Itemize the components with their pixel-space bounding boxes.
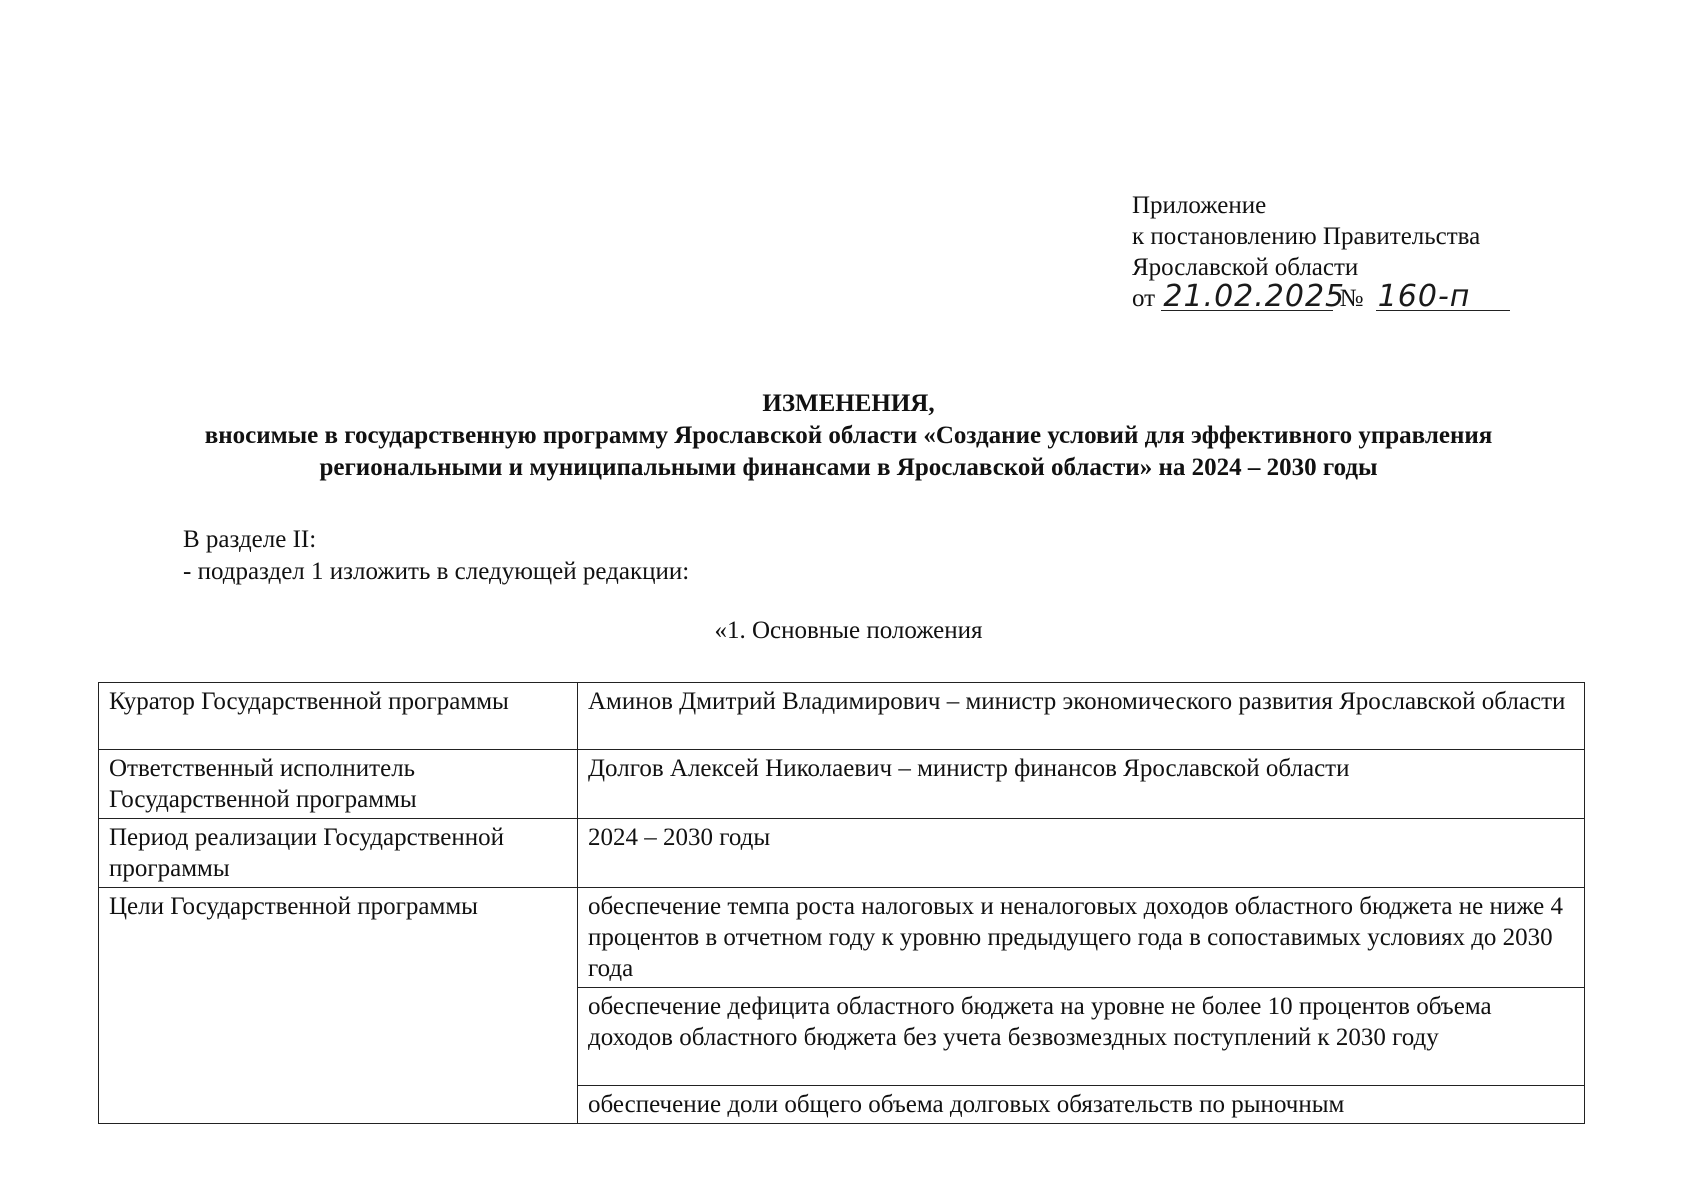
title-heading: ИЗМЕНЕНИЯ, (762, 390, 935, 417)
goal-item: обеспечение дефицита областного бюджета на уровне не более 10 процентов объема доходов областного бюджета без учета безвозмездных поступлений к 2030 году (578, 988, 1585, 1086)
handwritten-date: 21.02.2025 (1163, 279, 1346, 314)
goal-item: обеспечение доли общего объема долговых обязательств по рыночным (578, 1086, 1585, 1124)
handwritten-number: 160-п (1376, 284, 1510, 311)
number-label: № (1339, 285, 1364, 312)
intro-line-2: - подраздел 1 изложить в следующей редакции: (183, 558, 690, 585)
intro-text (183, 524, 689, 588)
appendix-block (1132, 190, 1510, 314)
appendix-line-3: Ярославской области (1132, 254, 1359, 281)
title-line-2: вносимые в государственную программу Ярославской области «Создание условий для эффективного управления (204, 422, 1493, 449)
appendix-line-2: к постановлению Правительства (1132, 223, 1481, 250)
table-row (99, 750, 1585, 819)
main-provisions-table (98, 682, 1585, 1124)
table-row (99, 888, 1585, 988)
goals-label: Цели Государственной программы (99, 888, 578, 1124)
table-row (99, 819, 1585, 888)
row-label: Куратор Государственной программы (99, 683, 578, 750)
row-label: Ответственный исполнитель Государственной программы (99, 750, 578, 819)
section-heading: «1. Основные положения (714, 617, 983, 644)
row-value: Долгов Алексей Николаевич – министр финансов Ярославской области (578, 750, 1585, 819)
title-line-3: региональными и муниципальными финансами в Ярославской области» на 2024 – 2030 годы (319, 454, 1378, 481)
from-label: от (1132, 285, 1156, 312)
document-title (0, 388, 1697, 484)
row-value: Аминов Дмитрий Владимирович – министр экономического развития Ярославской области (578, 683, 1585, 750)
goal-item: обеспечение темпа роста налоговых и неналоговых доходов областного бюджета не ниже 4 процентов в отчетном году к уровню предыдущего года в сопоставимых условиях до 2030 года (578, 888, 1585, 988)
row-value: 2024 – 2030 годы (578, 819, 1585, 888)
row-label: Период реализации Государственной программы (99, 819, 578, 888)
table-row (99, 683, 1585, 750)
intro-line-1: В разделе II: (183, 526, 317, 553)
appendix-date-line (1132, 279, 1510, 314)
appendix-line-1: Приложение (1132, 192, 1267, 219)
